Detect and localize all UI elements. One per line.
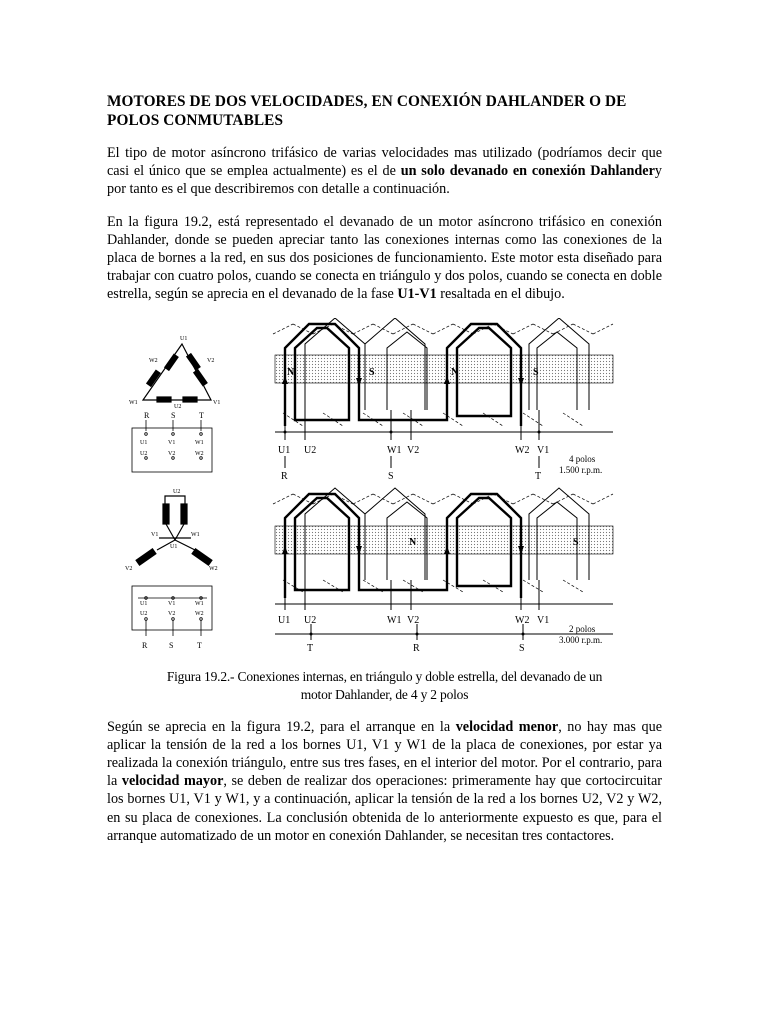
plate-top-w2: W2 <box>195 450 204 457</box>
winding-top <box>273 318 613 482</box>
term-bottom-u1: U1 <box>278 614 291 626</box>
pole-top-4: S <box>533 366 539 378</box>
term-bottom-v1: V1 <box>537 614 550 626</box>
plate-bottom-supply-r: R <box>142 640 148 650</box>
bold-phrase: velocidad mayor <box>121 773 224 790</box>
tri-label-top: U1 <box>180 335 188 342</box>
term-top-u1: U1 <box>278 444 291 456</box>
tri-label-bl: W1 <box>129 399 138 406</box>
star-label-w2: W2 <box>209 565 218 572</box>
star-label-u2: U2 <box>173 488 181 495</box>
tri-label-right: V2 <box>207 357 215 364</box>
pole-bottom-1: N <box>409 536 417 548</box>
document-page <box>107 92 662 859</box>
triangle-connection <box>143 344 211 402</box>
supply-bottom-r: R <box>413 642 420 654</box>
paragraph-intro: El tipo de motor asíncrono trifásico de varias velocidades mas utilizado (podríamos decir que casi el único que se emplea actualmente) es el de un solo devanado en conexión Dahlandery por tanto es el que describiremos con detalle a continuación. <box>107 145 662 198</box>
paragraph-conclusion: Según se aprecia en la figura 19.2, para el arranque en la velocidad menor, no hay mas que aplicar la tensión de la red a los bornes U1, V1 y W1 de la placa de conexiones, por estar ya realizada la conexión triángulo, entre sus tres fases, en el interior del motor. Por el contrario, para la velocidad mayor, se deben de realizar dos operaciones: primeramente hay que cortocircuitar los bornes U1, V1 y W1, y a continuación, aplicar la tensión de la red a los bornes U2, V2 y W2, en su placa de conexiones. La conclusión obtenida de lo anteriormente expuesto es que, para el arranque automatizado de un motor en conexión Dahlander, se necesitan tres contactores. <box>107 718 662 844</box>
winding-bottom <box>273 488 613 654</box>
plate-bottom-u2: U2 <box>140 610 148 617</box>
plate-bottom-w1: W1 <box>195 600 204 607</box>
plate-top-supply-s: S <box>171 410 176 420</box>
pole-top-1: N <box>287 366 295 378</box>
plate-top-v2: V2 <box>168 450 176 457</box>
supply-top-r: R <box>281 470 288 482</box>
bold-phrase: velocidad menor <box>455 718 559 735</box>
plate-bottom-w2: W2 <box>195 610 204 617</box>
pole-top-3: N <box>451 366 459 378</box>
term-top-w1: W1 <box>387 444 402 456</box>
speed-top-rpm: 1.500 r.p.m. <box>559 464 603 475</box>
speed-top-poles: 4 polos <box>569 453 596 464</box>
figure-19-2 <box>107 318 662 668</box>
plate-top-u1: U1 <box>140 439 148 446</box>
term-bottom-u2: U2 <box>304 614 317 626</box>
tri-label-br: V1 <box>213 399 221 406</box>
term-top-v2: V2 <box>407 444 420 456</box>
term-top-v1: V1 <box>537 444 550 456</box>
star-label-v1: V1 <box>151 531 159 538</box>
plate-top-supply-r: R <box>144 410 150 420</box>
star-label-v2: V2 <box>125 565 133 572</box>
plate-top-v1: V1 <box>168 439 176 446</box>
term-top-w2: W2 <box>515 444 530 456</box>
star-label-u1: U1 <box>170 543 178 550</box>
bold-phrase: U1-V1 <box>397 286 437 303</box>
plate-top-supply-t: T <box>199 410 204 420</box>
figure-caption: Figura 19.2.- Conexiones internas, en triángulo y doble estrella, del devanado de un motor Dahlander, de 4 y 2 polos <box>166 668 603 702</box>
winding-diagram <box>107 318 662 668</box>
paragraph-figure-description: En la figura 19.2, está representado el devanado de un motor asíncrono trifásico en conexión Dahlander, donde se pueden apreciar tanto las conexiones internas como las conexiones de la placa de bornes a la red, en sus dos posiciones de funcionamiento. Este motor esta diseñado para trabajar con cuatro polos, cuando se conecta en triángulo y dos polos, cuando se conecta en doble estrella, según se aprecia en el devanado de la fase U1-V1 resaltada en el dibujo. <box>107 213 662 303</box>
plate-bottom-supply-t: T <box>197 640 202 650</box>
plate-bottom-supply-s: S <box>169 640 174 650</box>
plate-bottom-u1: U1 <box>140 600 148 607</box>
pole-top-2: S <box>369 366 375 378</box>
supply-bottom-t: T <box>307 642 314 654</box>
pole-bottom-2: S <box>573 536 579 548</box>
term-top-u2: U2 <box>304 444 317 456</box>
star-label-w1: W1 <box>191 531 200 538</box>
term-bottom-w1: W1 <box>387 614 402 626</box>
speed-bottom-rpm: 3.000 r.p.m. <box>559 634 603 645</box>
plate-top-w1: W1 <box>195 439 204 446</box>
tri-label-bottom: U2 <box>174 403 182 410</box>
supply-top-t: T <box>535 470 542 482</box>
supply-bottom-s: S <box>519 642 525 654</box>
plate-top-u2: U2 <box>140 450 148 457</box>
plate-bottom-v2: V2 <box>168 610 176 617</box>
page-title: MOTORES DE DOS VELOCIDADES, EN CONEXIÓN DAHLANDER O DE POLOS CONMUTABLES <box>107 93 627 129</box>
speed-bottom-poles: 2 polos <box>569 623 596 634</box>
plate-bottom-v1: V1 <box>168 600 176 607</box>
double-star-connection <box>136 496 212 565</box>
term-bottom-w2: W2 <box>515 614 530 626</box>
plate-top <box>132 420 212 472</box>
supply-top-s: S <box>388 470 394 482</box>
bold-phrase: un solo devanado en conexión Dahlander <box>400 163 655 180</box>
term-bottom-v2: V2 <box>407 614 420 626</box>
tri-label-left: W2 <box>149 357 158 364</box>
